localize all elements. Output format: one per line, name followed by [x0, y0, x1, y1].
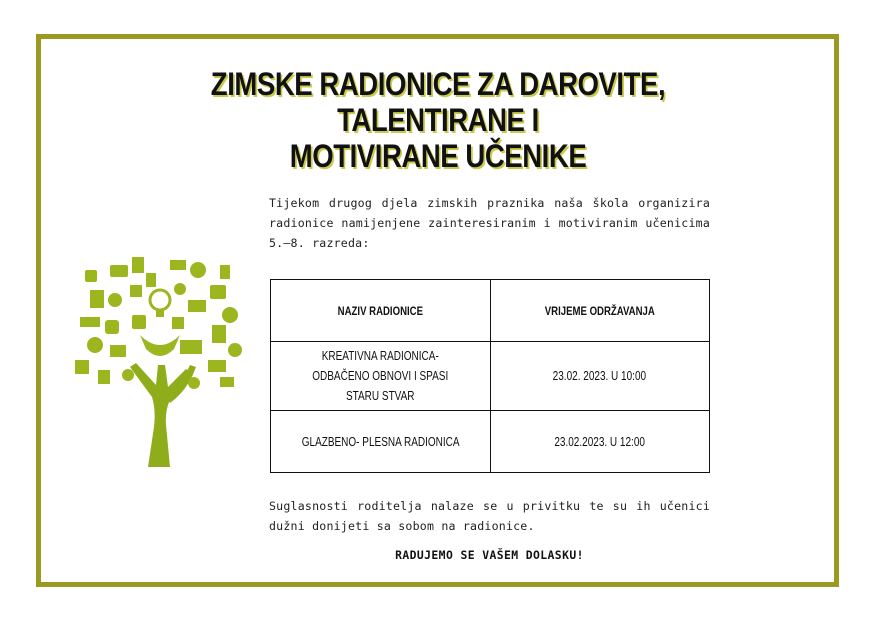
workshop-name-cell: GLAZBENO- PLESNA RADIONICA: [271, 411, 491, 473]
table-row: [271, 411, 710, 473]
table-row: [271, 342, 710, 411]
workshop-table: [270, 279, 710, 473]
consent-note: Suglasnosti roditelja nalaze se u privitku te su ih učenici dužni donijeti sa sobom na radionice.: [269, 499, 710, 533]
table-header-row: [271, 280, 710, 342]
tree-illustration-icon: [70, 245, 250, 470]
header-workshop-time: VRIJEME ODRŽAVANJA: [490, 280, 710, 342]
workshop-time-cell: 23.02.2023. U 12:00: [490, 411, 710, 473]
intro-paragraph: Tijekom drugog djela zimskih praznika naša škola organizira radionice namijenjene zainteresiranim i motiviranim učenicima 5.–8. razreda:: [269, 196, 710, 250]
header-workshop-name: NAZIV RADIONICE: [271, 280, 491, 342]
closing-message: RADUJEMO SE VAŠEM DOLASKU!: [395, 548, 584, 562]
poster-title: ZIMSKE RADIONICE ZA DAROVITE, TALENTIRANE I MOTIVIRANE UČENIKE: [210, 66, 666, 174]
workshop-time-cell: 23.02. 2023. U 10:00: [490, 342, 710, 411]
workshop-name-cell: KREATIVNA RADIONICA- ODBAČENO OBNOVI I SPASI STARU STVAR: [271, 342, 491, 411]
